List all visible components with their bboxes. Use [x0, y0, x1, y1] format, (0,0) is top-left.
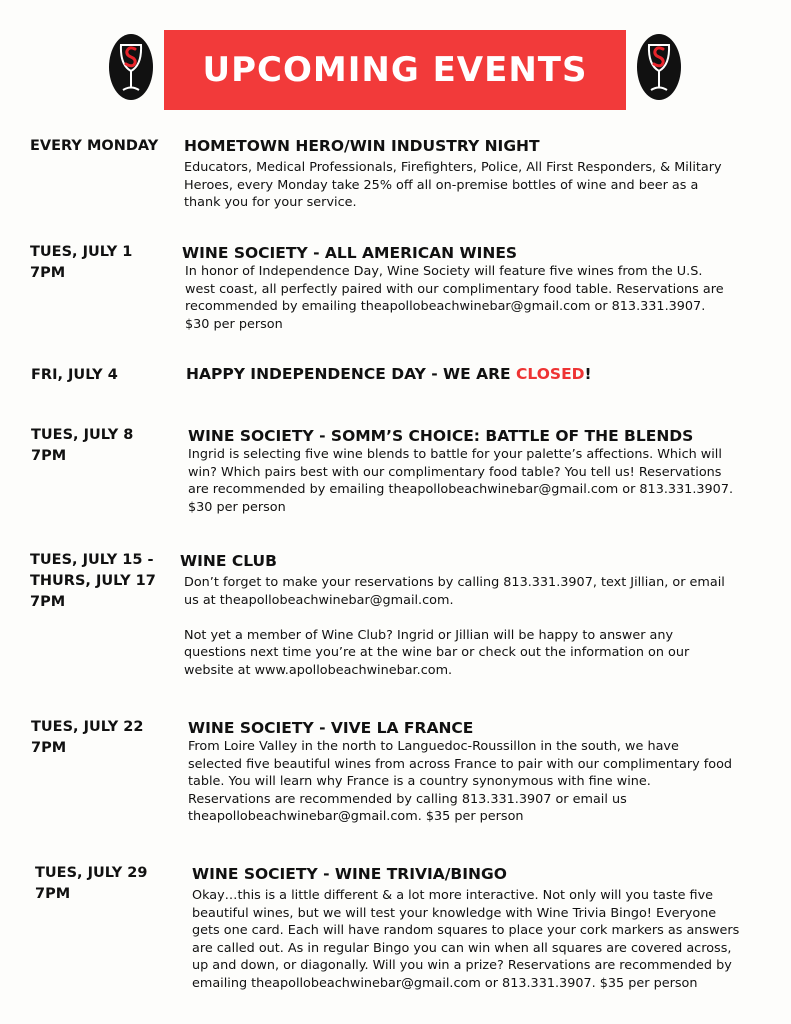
event-title: WINE SOCIETY - ALL AMERICAN WINES [182, 244, 518, 262]
event-date: EVERY MONDAY [30, 138, 159, 154]
page-header [0, 30, 791, 110]
page-title: UPCOMING EVENTS [202, 50, 588, 90]
event-date: TUES, JULY 15 - THURS, JULY 17 7PM [30, 552, 156, 610]
title-banner [164, 30, 626, 110]
event-description: Educators, Medical Professionals, Firefighters, Police, All First Responders, & Military Heroes, every Monday take 25% off all on-premise bottles of wine and beer as a thank you for your service. [184, 160, 722, 211]
wine-glass-logo-icon [108, 33, 154, 101]
event-description: In honor of Independence Day, Wine Society will feature five wines from the U.S. west coast, all perfectly paired with our complimentary food table. Reservations are recommended by emailing theapollobeachwinebar@gmail.com or 813.331.3907. $30 per person [185, 264, 724, 332]
event-description: Don’t forget to make your reservations by calling 813.331.3907, text Jillian, or email us at theapollobeachwinebar@gmail.com. Not yet a member of Wine Club? Ingrid or Jillian will be happy to answer any questions next time you’re at the wine bar or check out the information on our website at www.apollobeachwinebar.com. [184, 575, 725, 678]
event-title: WINE CLUB [180, 552, 277, 570]
event-title: HOMETOWN HERO/WIN INDUSTRY NIGHT [184, 137, 540, 155]
event-description: Ingrid is selecting five wine blends to battle for your palette’s affections. Which will win? Which pairs best with our complimentary food table? You tell us! Reservations are recommended by emailing theapollobeachwinebar@gmail.com or 813.331.3907. $30 per person [188, 447, 734, 515]
closed-notice: CLOSED [516, 365, 585, 383]
event-date: TUES, JULY 8 7PM [31, 427, 134, 464]
event-date: FRI, JULY 4 [31, 367, 118, 383]
event-title: WINE SOCIETY - SOMM’S CHOICE: BATTLE OF THE BLENDS [188, 427, 694, 445]
event-title: WINE SOCIETY - VIVE LA FRANCE [188, 719, 474, 737]
event-description: From Loire Valley in the north to Languedoc-Roussillon in the south, we have selected five beautiful wines from across France to pair with our complimentary food table. You will learn why France is a country synonymous with fine wine. Reservations are recommended by calling 813.331.3907 or email us theapollobeachwinebar@gmail.com. $35 per person [188, 739, 733, 825]
event-title: HAPPY INDEPENDENCE DAY - WE ARE CLOSED! [186, 365, 592, 383]
event-date: TUES, JULY 1 7PM [30, 244, 133, 281]
event-date: TUES, JULY 22 7PM [31, 719, 144, 756]
event-date: TUES, JULY 29 7PM [35, 865, 148, 902]
wine-glass-logo-icon [636, 33, 682, 101]
event-title: WINE SOCIETY - WINE TRIVIA/BINGO [192, 865, 507, 883]
event-description: Okay…this is a little different & a lot more interactive. Not only will you taste five beautiful wines, but we will test your knowledge with Wine Trivia Bingo! Everyone gets one card. Each will have random squares to place your cork markers as answers are called out. As in regular Bingo you can win when all squares are covered across, up and down, or diagonally. Will you win a prize? Reservations are recommended by emailing theapollobeachwinebar@gmail.com or 813.331.3907. $35 per person [192, 888, 740, 991]
